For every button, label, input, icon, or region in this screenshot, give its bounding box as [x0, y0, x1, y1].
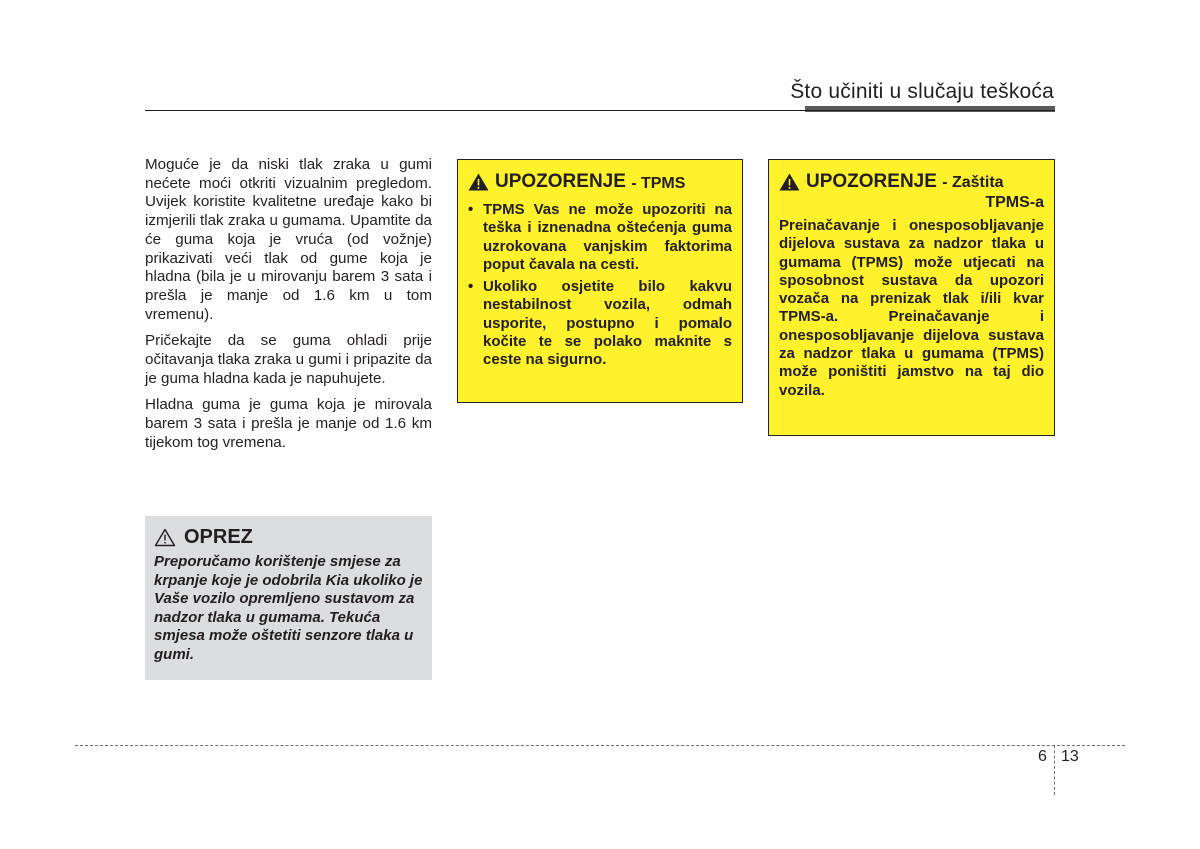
warning-heading-protection [779, 171, 1044, 212]
header-bar [805, 106, 1055, 112]
header-rule [145, 110, 1055, 111]
bullet: • [468, 201, 474, 218]
list-item [468, 201, 732, 274]
caution-title: OPREZ [184, 525, 253, 548]
footer-divider [1054, 745, 1055, 795]
left-column [145, 156, 432, 461]
warning-subtitle-tpms: - TPMS [631, 175, 686, 192]
caution-box [145, 516, 432, 680]
warning-title-tpms: UPOZORENJE [495, 171, 626, 192]
paragraph-wait: Pričekajte da se guma ohladi prije očitavanja tlaka zraka u gumi i pripazite da je guma hladna kada je napuhujete. [145, 332, 432, 387]
warning-body-protection: Preinačavanje i onesposobljavanje dijelova sustava za nadzor tlaka u gumama (TPMS) može utjecati na sposobnost sustava da upozori vozača na prenizak tlak i/ili kvar TPMS-a. Preinačavanje i onesposobljavanje dijelova sustava za nadzor tlaka u gumama (TPMS) može poništiti jamstvo na taj dio vozila. [779, 217, 1044, 399]
page-number: 13 [1061, 748, 1079, 765]
warning-triangle-outline-icon [154, 528, 176, 547]
list-item-text: Ukoliko osjetite bilo kakvu nestabilnost vozila, odmah usporite, postupno i pomalo kočite te se polako maknite s ceste na sigurno. [483, 278, 732, 369]
list-item-text: TPMS Vas ne može upozoriti na teška i iznenadna oštećenja guma uzrokovana vanjskim faktorima poput čavala na cesti. [483, 201, 732, 273]
warning-box-protection [768, 159, 1055, 436]
warning-subtitle-protection-line2: TPMS-a [985, 194, 1044, 211]
section-title: Što učiniti u slučaju teškoća [790, 80, 1054, 103]
list-item [468, 278, 732, 369]
warning-list-tpms [468, 201, 732, 370]
footer-rule [75, 745, 1125, 746]
warning-triangle-filled-icon [779, 173, 800, 191]
warning-heading-tpms [468, 171, 732, 195]
warning-subtitle-protection: - Zaštita [942, 174, 1004, 191]
paragraph-intro: Moguće je da niski tlak zraka u gumi nećete moći otkriti vizualnim pregledom. Uvijek koristite kvalitetne uređaje kako bi izmjerili tlak zraka u gumama. Upamtite da će guma koja je vruća (od vožnje) prikazivati veći tlak od gume koja je hladna (bila je u mirovanju barem 3 sata i prešla je manje od 1.6 km u tom vremenu). [145, 156, 432, 323]
caution-heading [154, 524, 423, 550]
chapter-number: 6 [1038, 748, 1047, 765]
paragraph-cold-tire: Hladna guma je guma koja je mirovala barem 3 sata i prešla je manje od 1.6 km tijekom tog vremena. [145, 396, 432, 451]
bullet: • [468, 278, 474, 296]
warning-triangle-filled-icon [468, 173, 489, 191]
warning-title-protection: UPOZORENJE [806, 171, 937, 192]
warning-box-tpms [457, 159, 743, 403]
caution-body: Preporučamo korištenje smjese za krpanje koje je odobrila Kia ukoliko je Vaše vozilo opremljeno sustavom za nadzor tlaka u gumama. Tekuća smjesa može oštetiti senzore tlaka u gumi. [154, 553, 423, 663]
